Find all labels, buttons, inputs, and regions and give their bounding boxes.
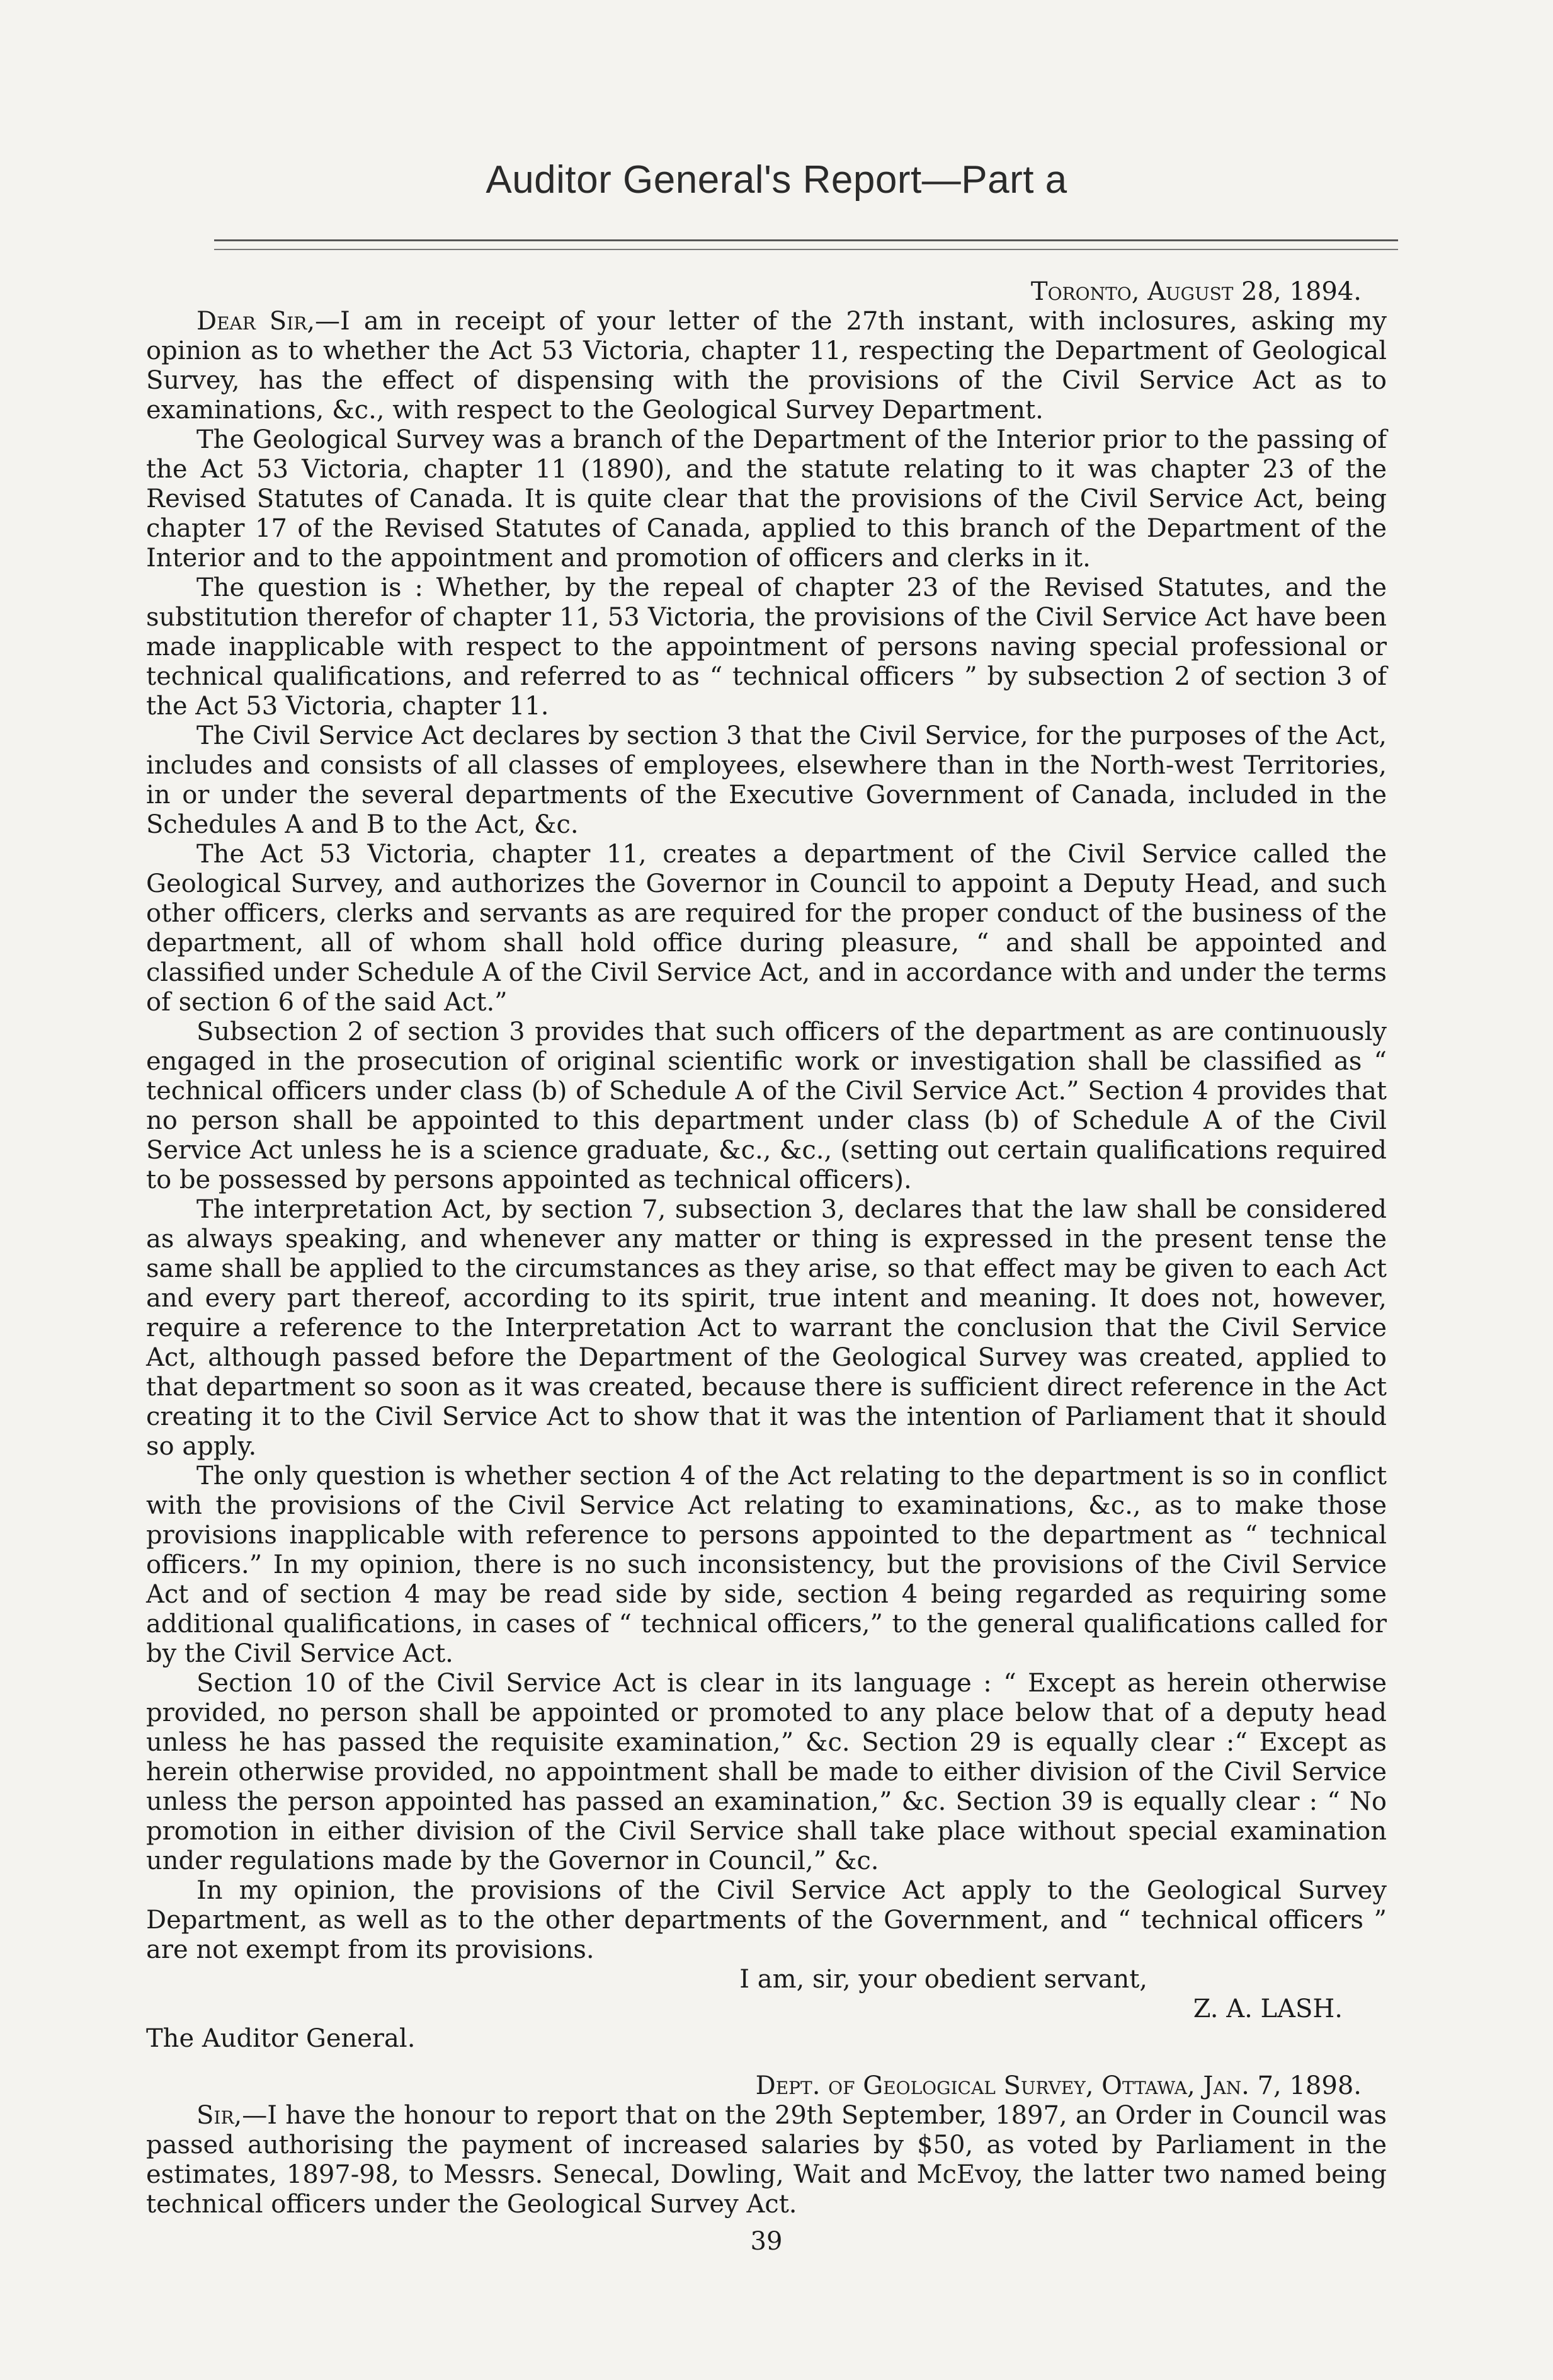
- salutation: Sir,: [196, 2101, 242, 2130]
- paragraph: [146, 307, 1387, 425]
- paragraph: The Civil Service Act declares by section 3 that the Civil Service, for the purposes of the Act, includes and consists of all classes of employees, elsewhere than in the North-west Territories, in or under the several departments of the Executive Government of Canada, included in the Schedules A and B to the Act, &c.: [146, 721, 1387, 839]
- header-rule: [214, 239, 1398, 241]
- paragraph: The question is : Whether, by the repeal of chapter 23 of the Revised Statutes, and the substitution therefor of chapter 11, 53 Victoria, the provisions of the Civil Service Act have been made inapplicable with respect to the appointment of persons naving special professional or technical qualifications, and referred to as “ technical officers ” by subsection 2 of section 3 of the Act 53 Victoria, chapter 11.: [146, 573, 1387, 721]
- document-body: [146, 277, 1387, 2257]
- page-number: 39: [750, 2227, 783, 2256]
- signature: Z. A. LASH.: [1193, 1994, 1343, 2023]
- paragraph: The Act 53 Victoria, chapter 11, creates a department of the Civil Service called the Geological Survey, and authorizes the Governor in Council to appoint a Deputy Head, and such other officers, clerks and servants as are required for the proper conduct of the business of the department, all of whom shall hold office during pleasure, “ and shall be appointed and classified under Schedule A of the Civil Service Act, and in accordance with and under the terms of section 6 of the said Act.”: [146, 840, 1387, 1017]
- paragraph: The only question is whether section 4 of the Act relating to the department is so in conflict with the provisions of the Civil Service Act relating to examinations, &c., as to make those provisions inapplicable with reference to persons appointed to the department as “ technical officers.” In my opinion, there is no such inconsistency, but the provisions of the Civil Service Act and of section 4 may be read side by side, section 4 being regarded as requiring some additional qualifications, in cases of “ technical officers,” to the general qualifications called for by the Civil Service Act.: [146, 1462, 1387, 1668]
- addressee: The Auditor General.: [146, 2024, 416, 2053]
- paragraph: In my opinion, the provisions of the Civil Service Act apply to the Geological Survey Department, as well as to the other departments of the Government, and “ technical officers ” are not exempt from its provisions.: [146, 1876, 1387, 1964]
- letter-dateline: Toronto, August 28, 1894.: [1030, 277, 1362, 306]
- letter-dateline-2: Dept. of Geological Survey, Ottawa, Jan. 7, 1898.: [755, 2071, 1362, 2100]
- letter-closing: I am, sir, your obedient servant,: [739, 1965, 1147, 1994]
- salutation: Dear Sir,: [196, 307, 316, 336]
- paragraph: Section 10 of the Civil Service Act is clear in its language : “ Except as herein otherwise provided, no person shall be appointed or promoted to any place below that of a deputy head unless he has passed the requisite examination,” &c. Section 29 is equally clear :“ Except as herein otherwise provided, no appointment shall be made to either division of the Civil Service unless the person appointed has passed an examination,” &c. Section 39 is equally clear : “ No promotion in either division of the Civil Service shall take place without special examination under regulations made by the Governor in Council,” &c.: [146, 1669, 1387, 1875]
- paragraph: The interpretation Act, by section 7, subsection 3, declares that the law shall be considered as always speaking, and whenever any matter or thing is expressed in the present tense the same shall be applied to the circumstances as they arise, so that effect may be given to each Act and every part thereof, according to its spirit, true intent and meaning. It does not, however, require a reference to the Interpretation Act to warrant the conclusion that the Civil Service Act, although passed before the Department of the Geological Survey was created, applied to that department so soon as it was created, because there is sufficient direct reference in the Act creating it to the Civil Service Act to show that it was the intention of Parliament that it should so apply.: [146, 1195, 1387, 1461]
- paragraph-text: —I am in receipt of your letter of the 27th instant, with inclosures, asking my opinion as to whether the Act 53 Victoria, chapter 11, respecting the Department of Geological Survey, has the effect of dispensing with the provisions of the Civil Service Act as to examinations, &c., with respect to the Geological Survey Department.: [146, 307, 1387, 425]
- paragraph: [146, 2101, 1387, 2219]
- paragraph: Subsection 2 of section 3 provides that such officers of the department as are continuously engaged in the prosecution of original scientific work or investigation shall be classified as “ technical officers under class (b) of Schedule A of the Civil Service Act.” Section 4 provides that no person shall be appointed to this department under class (b) of Schedule A of the Civil Service Act unless he is a science graduate, &c., &c., (setting out certain qualifications required to be possessed by persons appointed as technical officers).: [146, 1017, 1387, 1194]
- spacer: [146, 2054, 1387, 2071]
- header-rule-secondary: [214, 249, 1398, 250]
- running-header: Auditor General's Report—Part a: [486, 158, 1067, 202]
- paragraph: The Geological Survey was a branch of the Department of the Interior prior to the passing of the Act 53 Victoria, chapter 11 (1890), and the statute relating to it was chapter 23 of the Revised Statutes of Canada. It is quite clear that the provisions of the Civil Service Act, being chapter 17 of the Revised Statutes of Canada, applied to this branch of the Department of the Interior and to the appointment and promotion of officers and clerks in it.: [146, 425, 1387, 573]
- paragraph-text: —I have the honour to report that on the 29th September, 1897, an Order in Council was passed authorising the payment of increased salaries by $50, as voted by Parliament in the estimates, 1897-98, to Messrs. Senecal, Dowling, Wait and McEvoy, the latter two named being technical officers under the Geological Survey Act.: [146, 2101, 1387, 2219]
